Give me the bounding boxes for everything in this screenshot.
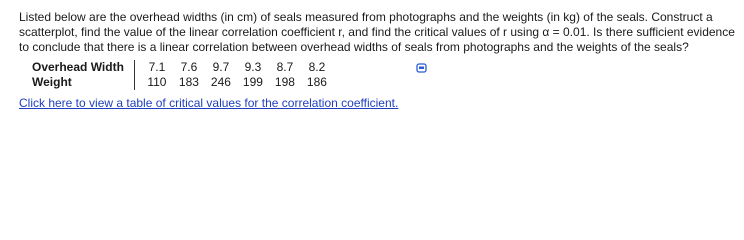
weight-cell: 246	[210, 75, 231, 89]
weight-cell: 183	[178, 75, 199, 89]
width-cell: 7.6	[180, 60, 198, 74]
width-cell: 8.7	[276, 60, 294, 74]
problem-statement: Listed below are the overhead widths (in cm) of seals measured from photographs and the weights (in kg) of the seals. Construct a scatterplot, find the value of the linear correlation coefficient r, and find the critical values of r using α = 0.01. Is there sufficient evidence to conclude that there is a linear correlation between overhead widths of seals from photographs and the weights of the seals?	[19, 10, 735, 54]
copy-data-icon[interactable]	[416, 62, 428, 74]
weight-cell: 198	[274, 75, 295, 89]
width-cell: 8.2	[308, 60, 326, 74]
critical-values-link[interactable]: Click here to view a table of critical values for the correlation coefficient.	[19, 96, 399, 110]
table-row	[32, 60, 333, 75]
width-cell: 9.7	[212, 60, 230, 74]
weight-cell: 110	[147, 75, 167, 89]
width-cell: 7.1	[148, 60, 166, 74]
width-cell: 9.3	[244, 60, 262, 74]
data-table	[32, 60, 333, 90]
weight-cell: 186	[306, 75, 327, 89]
row-label-weight: Weight	[32, 75, 134, 90]
row-label-overhead-width: Overhead Width	[32, 60, 134, 75]
weight-cell: 199	[242, 75, 263, 89]
table-row	[32, 75, 333, 90]
